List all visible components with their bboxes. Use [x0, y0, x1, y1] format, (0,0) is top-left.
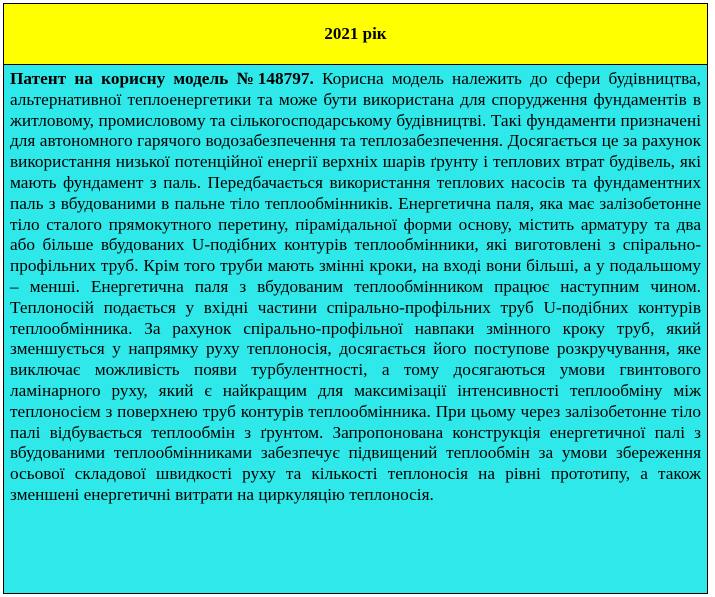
patent-description-cell: [4, 65, 707, 593]
patent-description-text: Корисна модель належить до сфери будівництва, альтернативної теплоенергетики та може бути використана для спорудження фундаментів в житловому, промисловому та сількогосподарському будівництві. Такі фундаменти призначені для автономного гарячого водозабезпечення та теплозабезпечення. Досягається це за рахунок використання низької потенційної енергії верхніх шарів ґрунту і теплових втрат будівель, які мають фундамент з паль. Передбачається використання теплових насосів та фундаментних паль з вбудованими в пальне тіло теплообмінників. Енергетична паля, яка має залізобетонне тіло сталого прямокутного перетину, пірамідальної форми основу, містить арматуру та два або більше вбудованих U-подібних контурів теплообмінники, які виготовлені з спірально-профільних труб. Крім того труби мають змінні кроки, на вході вони більші, а у подальшому – менші. Енергетична паля з вбудованим теплообмінником працює наступним чином. Теплоносій подається у вхідні частини спірально-профільних труб U-подібних контурів теплообмінника. За рахунок спірально-профільної навпаки змінного кроку труб, який зменшується у напрямку руху теплоносія, досягається його поступове розкручування, яке виключає можливість появи турбулентності, а тому досягаються умови гвинтового ламінарного руху, який є найкращим для максимізації інтенсивності теплообміну між теплоносієм з поверхнею труб контурів теплообмінника. При цьому через залізобетонне тіло палі відбувається теплообмін з ґрунтом. Запропонована конструкція енергетичної палі з вбудованими теплообмінниками забезпечує підвищений теплообмін за умови збереження осьової складової швидкості руху та кількості теплоносія на рівні прототипу, а також зменшені енергетичні витрати на циркуляцію теплоносія.: [10, 69, 701, 504]
patent-document-table: [3, 3, 708, 594]
year-header: [4, 4, 707, 65]
year-title: 2021 рік: [324, 24, 387, 43]
patent-title: Патент на корисну модель №148797.: [10, 69, 322, 88]
